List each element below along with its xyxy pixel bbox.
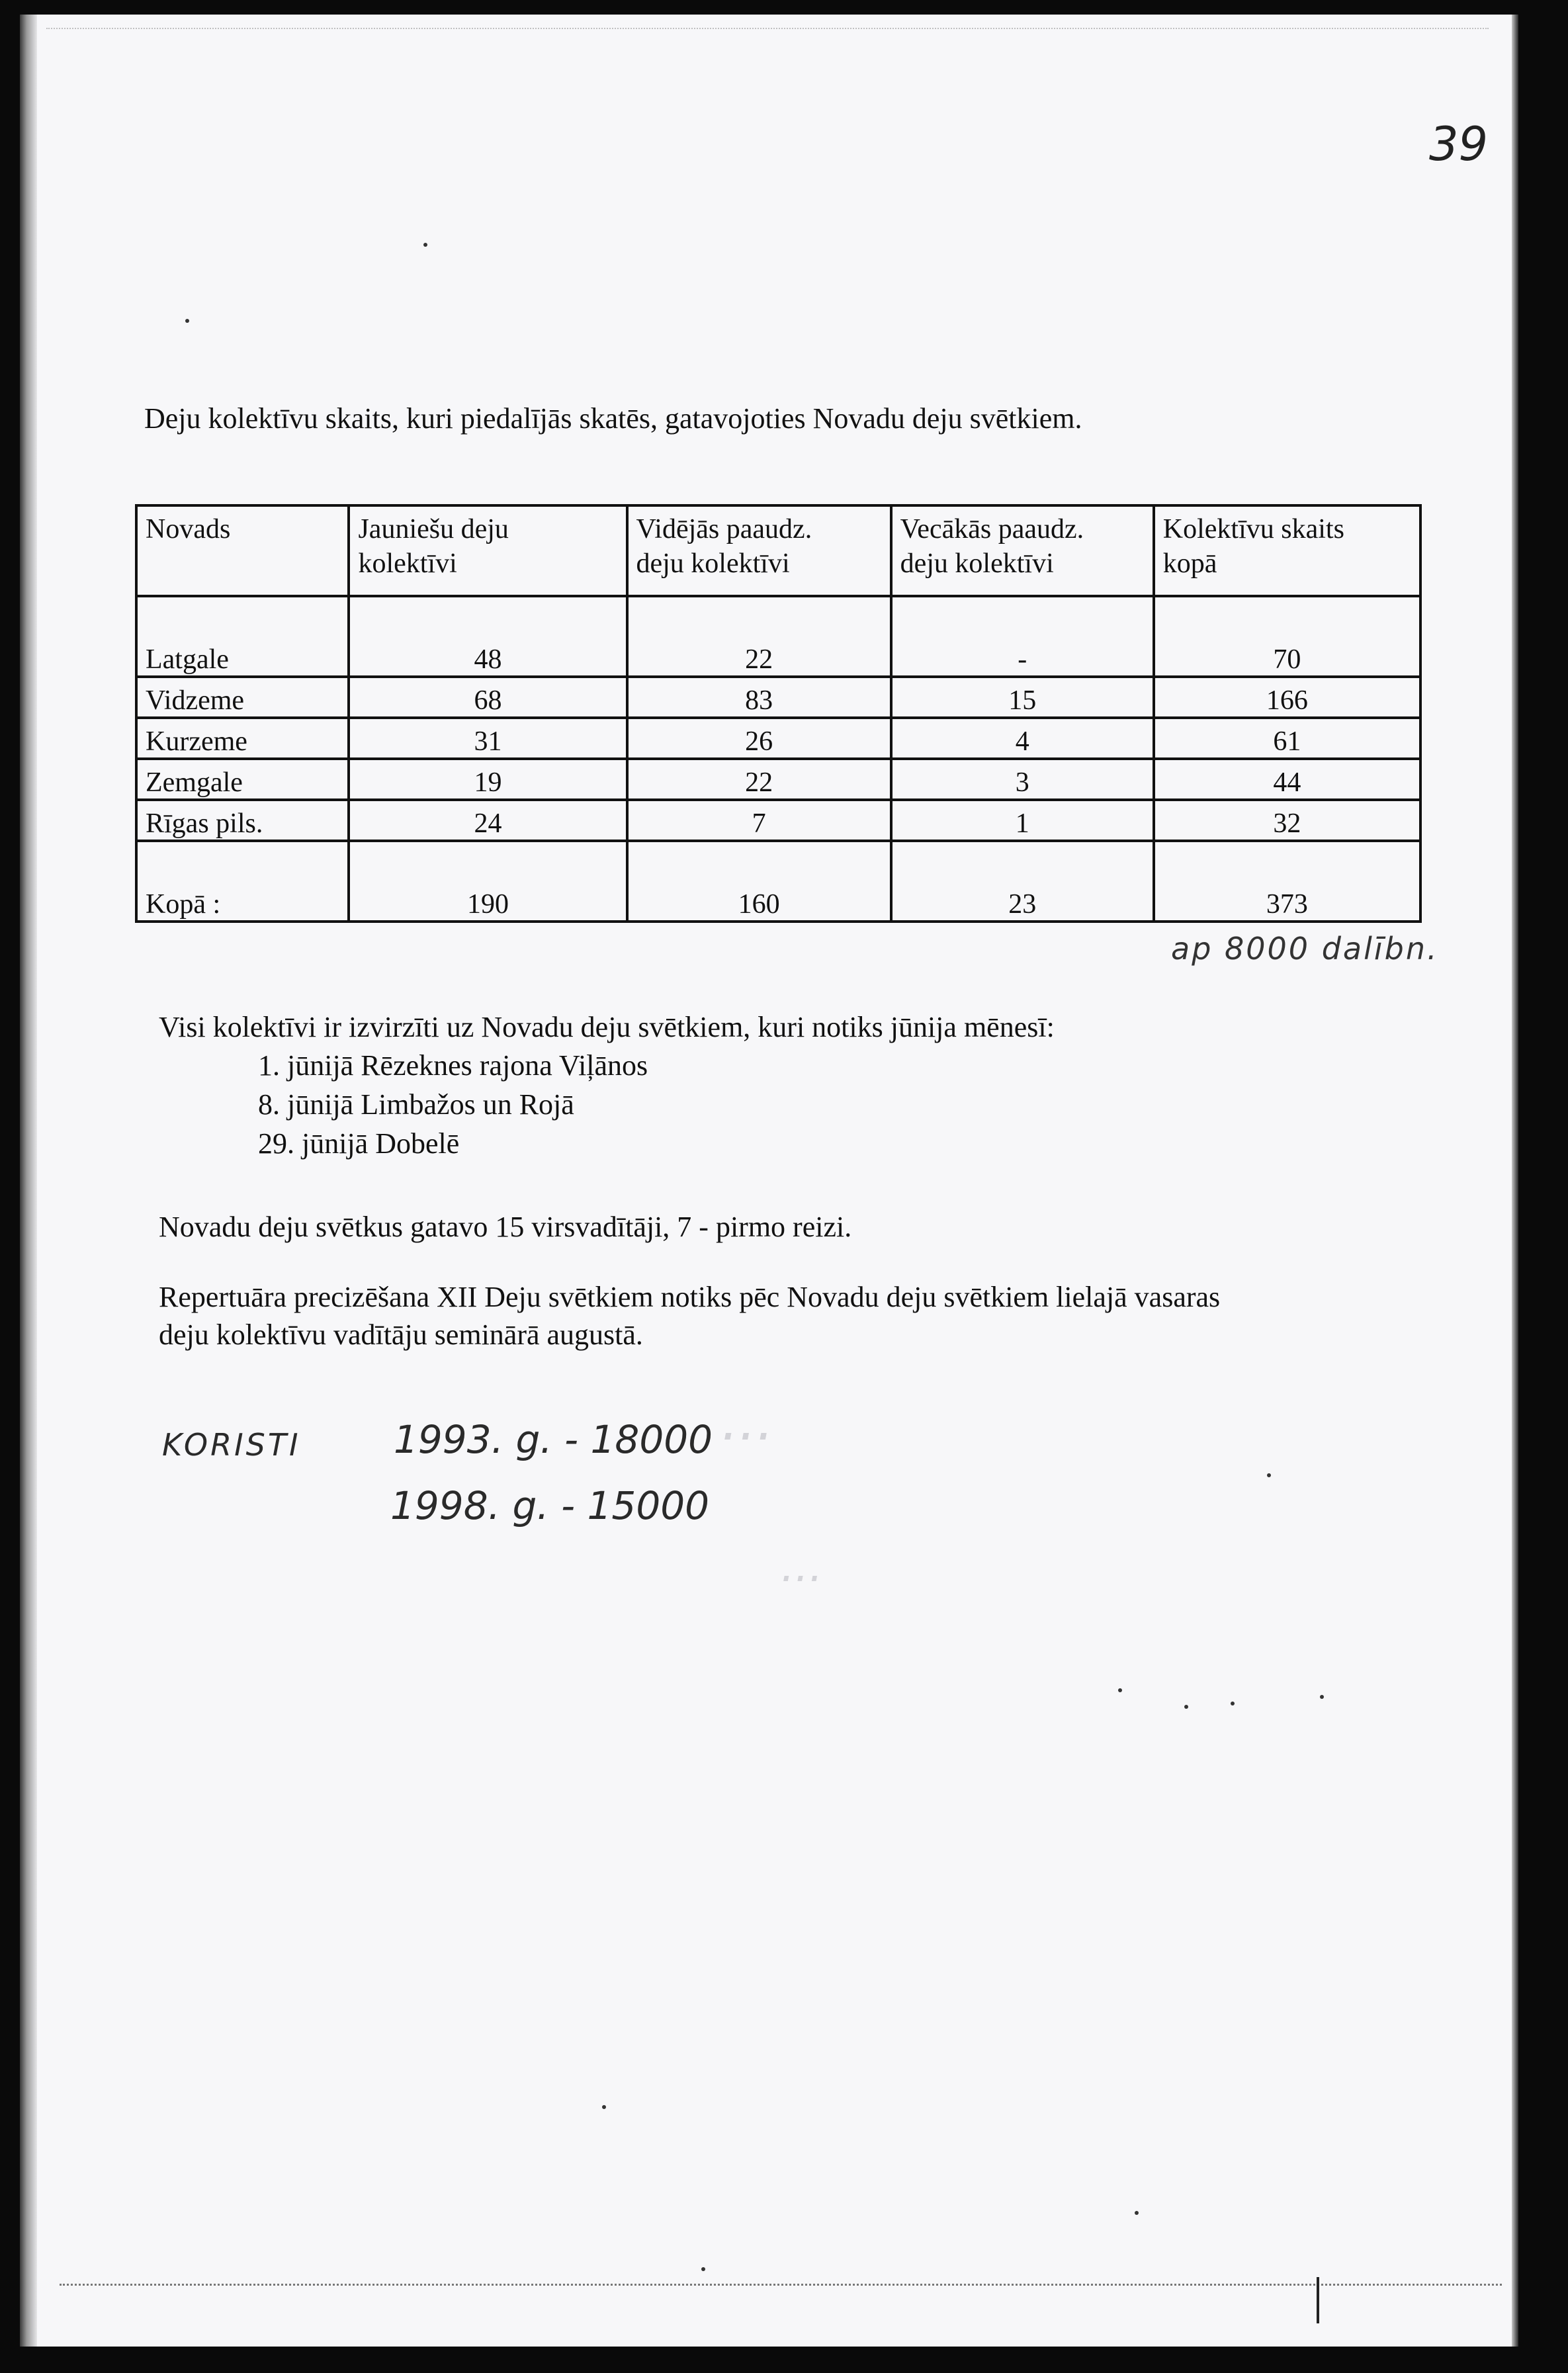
cell-region: Zemgale — [136, 759, 349, 800]
table-row — [136, 718, 1420, 759]
cell-value: 22 — [627, 596, 891, 677]
cell-value: 15 — [891, 677, 1154, 718]
list-item: 1. jūnijā Rēzeknes rajona Viļānos — [258, 1049, 648, 1082]
page-right-edge — [1512, 15, 1518, 2347]
cell-region: Kurzeme — [136, 718, 349, 759]
page-left-edge — [20, 15, 37, 2347]
table-row — [136, 677, 1420, 718]
cell-value: 61 — [1154, 718, 1420, 759]
cell-value: 24 — [349, 800, 627, 841]
scan-mark — [1317, 2277, 1319, 2323]
scan-noise-bottom — [60, 2284, 1502, 2288]
bleed-through-text-2: … — [781, 1543, 823, 1592]
cell-value: 23 — [891, 841, 1154, 922]
table-row — [136, 596, 1420, 677]
cell-value: - — [891, 596, 1154, 677]
cell-region: Rīgas pils. — [136, 800, 349, 841]
cell-value: 3 — [891, 759, 1154, 800]
list-item: 29. jūnijā Dobelē — [258, 1127, 460, 1160]
cell-total-label: Kopā : — [136, 841, 349, 922]
scan-noise-top — [46, 28, 1489, 33]
paragraph-repertoire-line1: Repertuāra precizēšana XII Deju svētkiem notiks pēc Novadu deju svētkiem lielajā vasaras — [159, 1281, 1221, 1313]
col-header-senior: Vecākās paaudz. deju kolektīvi — [891, 505, 1154, 596]
collectives-table — [135, 504, 1422, 923]
cell-region: Vidzeme — [136, 677, 349, 718]
cell-value: 160 — [627, 841, 891, 922]
cell-value: 83 — [627, 677, 891, 718]
cell-value: 48 — [349, 596, 627, 677]
cell-value: 26 — [627, 718, 891, 759]
cell-value: 4 — [891, 718, 1154, 759]
paragraph-festivals: Visi kolektīvi ir izvirzīti uz Novadu deju svētkiem, kuri notiks jūnija mēnesī: — [159, 1011, 1055, 1043]
cell-value: 19 — [349, 759, 627, 800]
col-header-youth: Jauniešu deju kolektīvi — [349, 505, 627, 596]
page-number: 39 — [1429, 117, 1489, 171]
document-page — [20, 15, 1518, 2347]
cell-value: 22 — [627, 759, 891, 800]
cell-value: 1 — [891, 800, 1154, 841]
table-row — [136, 759, 1420, 800]
cell-value: 7 — [627, 800, 891, 841]
handwritten-participants-note: ap 8000 dalībn. — [1171, 931, 1439, 967]
cell-value: 373 — [1154, 841, 1420, 922]
cell-value: 70 — [1154, 596, 1420, 677]
bleed-through-text: … — [721, 1391, 774, 1452]
col-header-middle: Vidējās paaudz. deju kolektīvi — [627, 505, 891, 596]
col-header-region: Novads — [136, 505, 349, 596]
cell-region: Latgale — [136, 596, 349, 677]
handwritten-singers-label: KORISTI — [162, 1427, 301, 1463]
table-total-row — [136, 841, 1420, 922]
table-row — [136, 800, 1420, 841]
table-header-row — [136, 505, 1420, 596]
col-header-total: Kolektīvu skaits kopā — [1154, 505, 1420, 596]
cell-value: 31 — [349, 718, 627, 759]
cell-value: 190 — [349, 841, 627, 922]
list-item: 8. jūnijā Limbažos un Rojā — [258, 1088, 574, 1121]
cell-value: 44 — [1154, 759, 1420, 800]
cell-value: 32 — [1154, 800, 1420, 841]
paragraph-leaders: Novadu deju svētkus gatavo 15 virsvadītāji, 7 - pirmo reizi. — [159, 1211, 852, 1243]
paragraph-repertoire-line2: deju kolektīvu vadītāju seminārā augustā. — [159, 1318, 643, 1351]
cell-value: 68 — [349, 677, 627, 718]
cell-value: 166 — [1154, 677, 1420, 718]
handwritten-singers-1993: 1993. g. - 18000 — [394, 1417, 713, 1462]
handwritten-singers-1998: 1998. g. - 15000 — [390, 1483, 710, 1528]
table-heading: Deju kolektīvu skaits, kuri piedalījās skatēs, gatavojoties Novadu deju svētkiem. — [144, 402, 1082, 435]
